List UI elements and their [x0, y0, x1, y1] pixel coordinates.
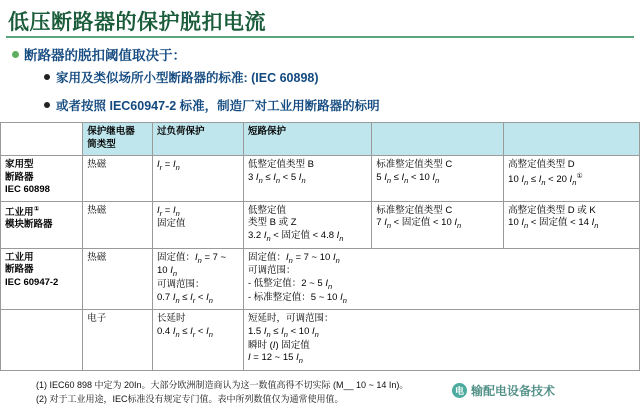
cell-relay-type: 电子	[83, 310, 153, 371]
cell-short-d-title: 高整定值类型 D	[508, 159, 575, 171]
cell-short	[243, 310, 639, 371]
cell-short-line2: 可调范围：	[247, 265, 296, 277]
cell-overload-line1: $I_r = I_n$	[156, 204, 180, 218]
cell-overload-line2: 固定值	[156, 218, 186, 230]
table-row	[1, 248, 640, 310]
cell-short-line4: - 标准整定值：5 ~ 10 $I_n$	[247, 291, 347, 305]
table-header-row	[1, 123, 640, 156]
cell-short-b-type: 类型 B 或 Z	[247, 217, 297, 229]
cell-short-line4: I = 12 ~ 15 $I_n$	[247, 352, 303, 366]
bullet-dot-icon	[44, 74, 50, 80]
bullet-level2-a	[44, 68, 319, 86]
cell-short	[243, 248, 639, 310]
page-title: 低压断路器的保护脱扣电流	[8, 11, 266, 34]
cell-overload	[152, 201, 243, 248]
cell-short-b-title: 低整定值	[247, 204, 286, 216]
header-relay-line2: 筒类型	[87, 138, 116, 150]
watermark-logo-icon: 电	[452, 383, 467, 398]
cell-short-b-title: 低整定值类型 B	[247, 159, 314, 171]
cell-short-c-title: 标准整定值类型 C	[376, 159, 453, 171]
row-label-line2: 断路器	[5, 264, 34, 276]
row-label-line1	[5, 205, 78, 220]
header-cell-shortcircuit-2	[372, 123, 504, 156]
row-label-line2: 断路器	[5, 171, 34, 183]
cell-short-c	[372, 156, 504, 202]
row-label-text: 工业用	[5, 206, 34, 218]
row-label-empty	[1, 310, 83, 371]
row-label-line3: IEC 60898	[5, 184, 50, 196]
cell-overload-line2: 0.4 $I_n \le I_r < I_n$	[156, 325, 213, 339]
header-cell-overload: 过负荷保护	[152, 123, 243, 156]
row-label-line3: IEC 60947-2	[5, 276, 59, 288]
row-label-household	[1, 156, 83, 202]
header-cell-shortcircuit-3	[504, 123, 640, 156]
cell-relay-type: 热磁	[83, 156, 153, 202]
row-label-line1: 工业用	[5, 251, 34, 263]
row-label-line1: 家用型	[5, 159, 34, 171]
cell-relay-type: 热磁	[83, 248, 153, 310]
row-label-industrial-modular	[1, 201, 83, 248]
cell-overload	[152, 310, 243, 371]
table-row	[1, 156, 640, 202]
cell-short-line3: - 低整定值：2 ~ 5 $I_n$	[247, 277, 333, 291]
trip-current-table	[0, 122, 640, 371]
watermark-label: 输配电设备技术	[471, 384, 556, 398]
header-cell-blank	[1, 123, 83, 156]
footnote-1: (1) IEC60 898 中定为 20In。大部分欧洲制造商认为这一数值高得不切实际 (M__ 10 ~ 14 In)。	[36, 380, 409, 390]
cell-short-b-range: 3 $I_n \le I_n < 5$ $I_n$	[247, 171, 306, 185]
cell-short-d	[504, 201, 640, 248]
header-relay-line1: 保护继电器	[87, 126, 135, 137]
bullet-level2-b-label: 或者按照 IEC60947-2 标准，制造厂对工业用断路器的标明	[56, 99, 380, 113]
cell-short-b	[243, 201, 371, 248]
cell-short-b-range: 3.2 $I_n$ < 固定值 < 4.8 $I_n$	[247, 229, 344, 243]
cell-relay-type: 热磁	[83, 201, 153, 248]
cell-short-line2: 1.5 $I_n \le I_n < 10$ $I_n$	[247, 325, 319, 339]
cell-overload-line1: 固定值：$I_n = 7$ ~ 10 $I_n$	[156, 251, 227, 279]
cell-overload: $I_r = I_n$	[152, 156, 243, 202]
cell-short-c-range: 5 $I_n \le I_n < 10$ $I_n$	[376, 171, 440, 185]
cell-short-d-range: 10 $I_n \le I_n < 20$ $I_n^①$	[508, 172, 583, 187]
cell-short-line3: 瞬时 (I) 固定值	[247, 339, 310, 351]
cell-short-d	[504, 156, 640, 202]
cell-overload	[152, 248, 243, 310]
cell-short-d-title: 高整定值类型 D 或 K	[508, 204, 596, 216]
table-row	[1, 201, 640, 248]
watermark	[452, 382, 555, 399]
cell-short-c	[372, 201, 504, 248]
bullet-level1-label: 断路器的脱扣阈值取决于：	[24, 48, 186, 63]
bullet-level2-b	[44, 96, 380, 114]
title-divider	[6, 36, 634, 38]
cell-short-b	[243, 156, 371, 202]
row-label-industrial	[1, 248, 83, 310]
row-label-line2: 模块断路器	[5, 219, 53, 231]
bullet-level2-a-label: 家用及类似场所小型断路器的标准: (IEC 60898)	[56, 71, 319, 85]
table-row	[1, 310, 640, 371]
bullet-dot-icon	[12, 51, 19, 58]
header-cell-relay-type	[83, 123, 153, 156]
header-cell-shortcircuit: 短路保护	[243, 123, 371, 156]
bullet-level1	[12, 44, 186, 64]
cell-overload-line3: 0.7 $I_n \le I_r < I_n$	[156, 291, 213, 305]
cell-short-c-range: 7 $I_n$ < 固定值 < 10 $I_n$	[376, 217, 462, 231]
row-label-superscript: ①	[33, 205, 40, 213]
cell-short-line1: 固定值：$I_n = 7$ ~ 10 $I_n$	[247, 251, 340, 265]
footnote-2: (2) 对于工业用途，IEC标准没有规定专门值。表中所列数值仅为通常使用值。	[36, 394, 344, 404]
cell-short-c-title: 标准整定值类型 C	[376, 204, 453, 216]
cell-overload-line1: 长延时	[156, 313, 186, 325]
cell-overload-line2: 可调范围：	[156, 279, 205, 291]
cell-short-line1: 短延时，可调范围：	[247, 313, 334, 325]
cell-short-d-range: 10 $I_n$ < 固定值 < 14 $I_n$	[508, 217, 599, 231]
bullet-dot-icon	[44, 102, 50, 108]
